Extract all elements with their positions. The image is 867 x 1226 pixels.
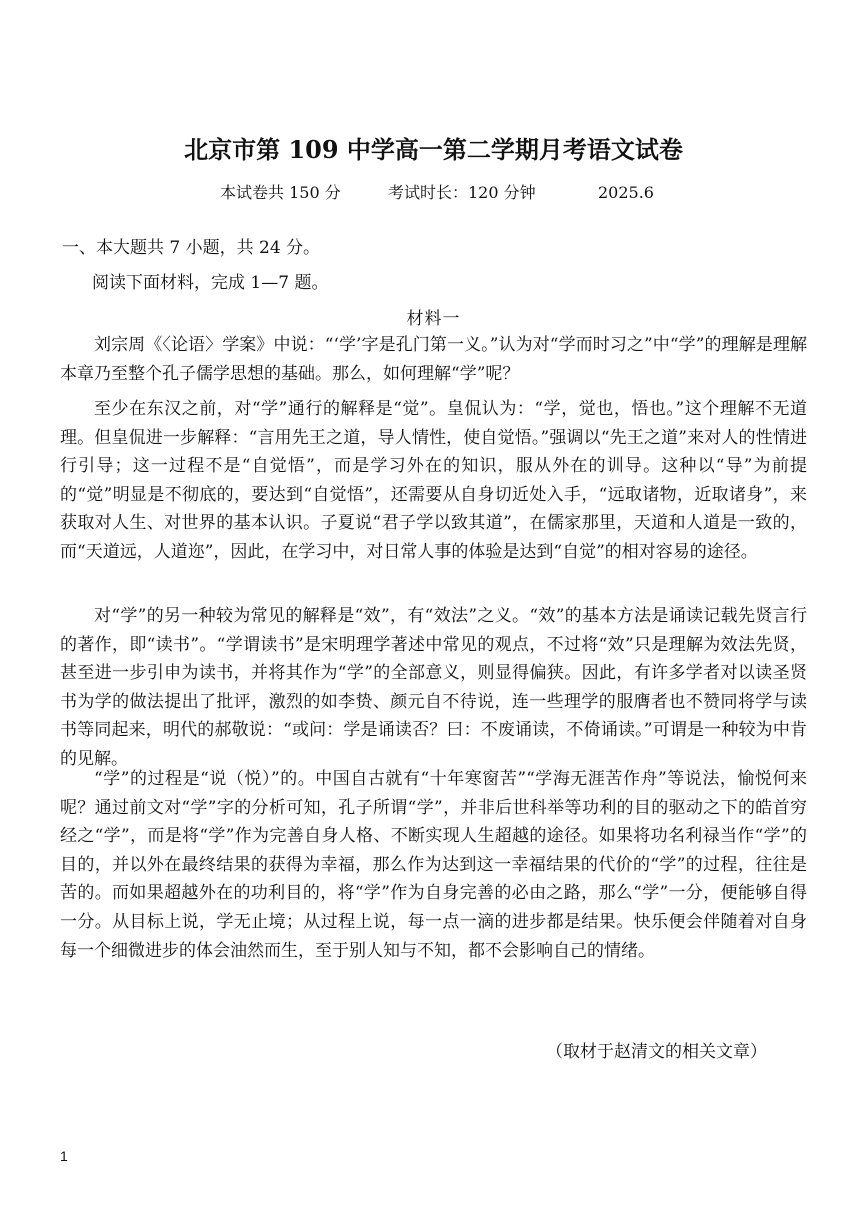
section-instruction: 阅读下面材料，完成 1—7 题。 <box>92 273 329 293</box>
exam-meta <box>220 180 654 203</box>
exam-title: 北京市第 109 中学高一第二学期月考语文试卷 <box>184 135 683 164</box>
material-title: 材料一 <box>406 309 461 329</box>
material-paragraph-2: 至少在东汉之前，对“学”通行的解释是“觉”。皇侃认为：“学，觉也，悟也。”这个理解不无道理。但皇侃进一步解释：“言用先王之道，导人情性，使自觉悟。”强调以“先王之道”来对人的性情进行引导；这一过程不是“自觉悟”，而是学习外在的知识，服从外在的训导。这种以“导”为前提的“觉”明显是不彻底的，要达到“自觉悟”，还需要从自身切近处入手，“远取诸物，近取诸身”，来获取对人生、对世界的基本认识。子夏说“君子学以致其道”，在儒家那里，天道和人道是一致的，而“天道远，人道迩”，因此，在学习中，对日常人事的体验是达到“自觉”的相对容易的途径。 <box>60 399 807 562</box>
exam-duration: 考试时长：120 分钟 <box>388 183 536 202</box>
material-paragraph-4: “学”的过程是“说（悦）”的。中国自古就有“十年寒窗苦”“学海无涯苦作舟”等说法，愉悦何来呢？通过前文对“学”字的分析可知，孔子所谓“学”，并非后世科举等功利的目的驱动之下的皓首穷经之“学”，而是将“学”作为完善自身人格、不断实现人生超越的途径。如果将功名利禄当作“学”的目的，并以外在最终结果的获得为幸福，那么作为达到这一幸福结果的代价的“学”的过程，往往是苦的。而如果超越外在的功利目的，将“学”作为自身完善的必由之路，那么“学”一分，便能够自得一分。从目标上说，学无止境；从过程上说，每一点一滴的进步都是结果。快乐便会伴随着对自身每一个细微进步的体会油然而生，至于别人知与不知，都不会影响自己的情绪。 <box>60 769 807 961</box>
material-paragraph-3: 对“学”的另一种较为常见的解释是“效”，有“效法”之义。“效”的基本方法是诵读记载先贤言行的著作，即“读书”。“学谓读书”是宋明理学著述中常见的观点，不过将“效”只是理解为效法先贤，甚至进一步引申为读书，并将其作为“学”的全部意义，则显得偏狭。因此，有许多学者对以读圣贤书为学的做法提出了批评，激烈的如李贽、颜元自不待说，连一些理学的服膺者也不赞同将学与读书等同起来，明代的郝敬说：“或问：学是诵读否？曰：不废诵读，不倚诵读。”可谓是一种较为中肯的见解。 <box>60 606 807 769</box>
exam-date: 2025.6 <box>598 183 654 202</box>
section-heading: 一、本大题共 7 小题，共 24 分。 <box>62 238 321 258</box>
page-number: 1 <box>60 1148 68 1164</box>
material-source: （取材于赵清文的相关文章） <box>546 1042 767 1062</box>
total-score: 本试卷共 150 分 <box>220 183 341 202</box>
material-paragraph-1: 刘宗周《〈论语〉学案》中说：“‘学’字是孔门第一义。”认为对“学而时习之”中“学”的理解是理解本章乃至整个孔子儒学思想的基础。那么，如何理解“学”呢？ <box>60 335 807 384</box>
